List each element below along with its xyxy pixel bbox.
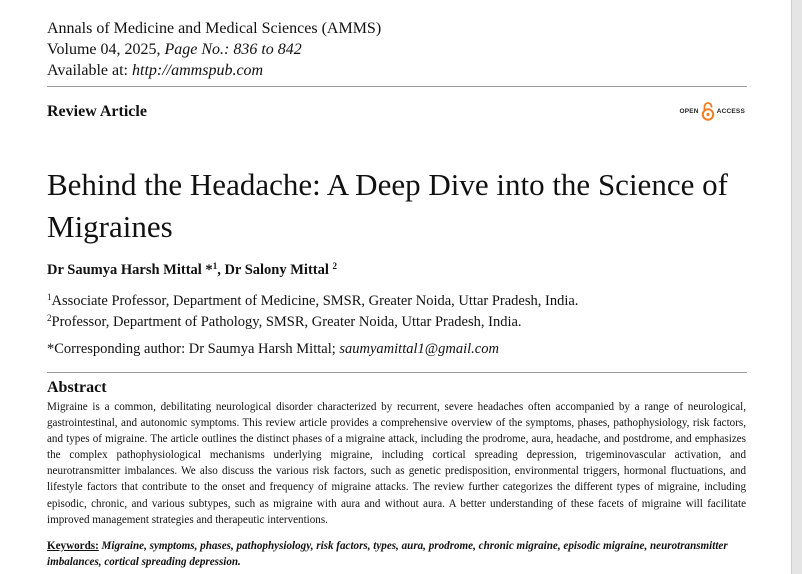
corresponding-author-label: *Corresponding author: Dr Saumya Harsh Mittal; <box>47 341 340 357</box>
article-type-label: Review Article <box>47 103 147 120</box>
available-label: Available at: <box>47 62 128 79</box>
author-2: Dr Salony Mittal <box>224 262 333 278</box>
open-access-lock-icon <box>701 101 715 121</box>
journal-volume-line <box>47 39 747 60</box>
affiliation-2-marker: 2 <box>47 313 52 323</box>
affiliation-1 <box>47 292 578 310</box>
keywords-label: Keywords: <box>47 540 99 552</box>
author-1-affiliation-marker: 1 <box>212 261 218 271</box>
abstract-body: Migraine is a common, debilitating neurological disorder characterized by recurrent, severe headaches often accompanied by a range of neurological, gastrointestinal, and autonomic symptoms. This review article provides a comprehensive overview of the symptoms, phases, pathophysiology, risk factors, and types of migraine. The article outlines the distinct phases of a migraine attack, including the prodrome, aura, headache, and postdrome, and emphasizes the complex pathophysiological mechanisms underlying migraine, including cortical spreading depression, trigeminovascular activation, and neurotransmitter imbalances. We also discuss the various risk factors, such as genetic predisposition, environmental triggers, hormonal fluctuations, and lifestyle factors that contribute to the onset and frequency of migraine attacks. The review further categorizes the different types of migraine, including episodic, chronic, and various subtypes, such as migraine with aura and without aura. A better understanding of these facets of migraine will facilitate improved management strategies and therapeutic interventions. <box>47 401 746 526</box>
journal-url-link[interactable]: http://ammspub.com <box>132 62 264 79</box>
author-2-affiliation-marker: 2 <box>332 261 338 271</box>
affiliation-1-marker: 1 <box>47 292 52 302</box>
journal-volume: Volume 04, 2025, <box>47 41 161 58</box>
article-title: Behind the Headache: A Deep Dive into the Science of Migraines <box>47 167 728 244</box>
abstract-divider <box>47 372 747 373</box>
journal-header <box>47 18 747 81</box>
keywords-text: Migraine, symptoms, phases, pathophysiology, risk factors, types, aura, prodrome, chronic migraine, episodic migraine, neurotransmitter imbalances, cortical spreading depression. <box>47 540 728 568</box>
journal-pages: Page No.: 836 to 842 <box>164 41 302 58</box>
author-list <box>47 261 337 279</box>
abstract-heading: Abstract <box>47 379 107 396</box>
header-divider <box>47 86 747 87</box>
corresponding-email-link[interactable]: saumyamittal1@gmail.com <box>339 341 499 357</box>
affiliation-2-text: Professor, Department of Pathology, SMSR, Greater Noida, Uttar Pradesh, India. <box>51 314 522 330</box>
author-1: Dr Saumya Harsh Mittal * <box>47 262 213 278</box>
affiliation-2 <box>47 313 522 331</box>
open-access-badge <box>679 101 745 121</box>
article-type-row <box>47 101 747 125</box>
corresponding-author <box>47 340 499 358</box>
open-access-left-text: OPEN <box>679 107 699 115</box>
keywords-section <box>47 538 747 570</box>
journal-availability-line <box>47 60 747 81</box>
affiliation-1-text: Associate Professor, Department of Medicine, SMSR, Greater Noida, Uttar Pradesh, India. <box>51 293 579 309</box>
page-edge-gutter <box>791 0 802 574</box>
author-separator: , <box>217 262 225 278</box>
open-access-right-text: ACCESS <box>716 107 745 115</box>
journal-name: Annals of Medicine and Medical Sciences (AMMS) <box>47 20 382 37</box>
